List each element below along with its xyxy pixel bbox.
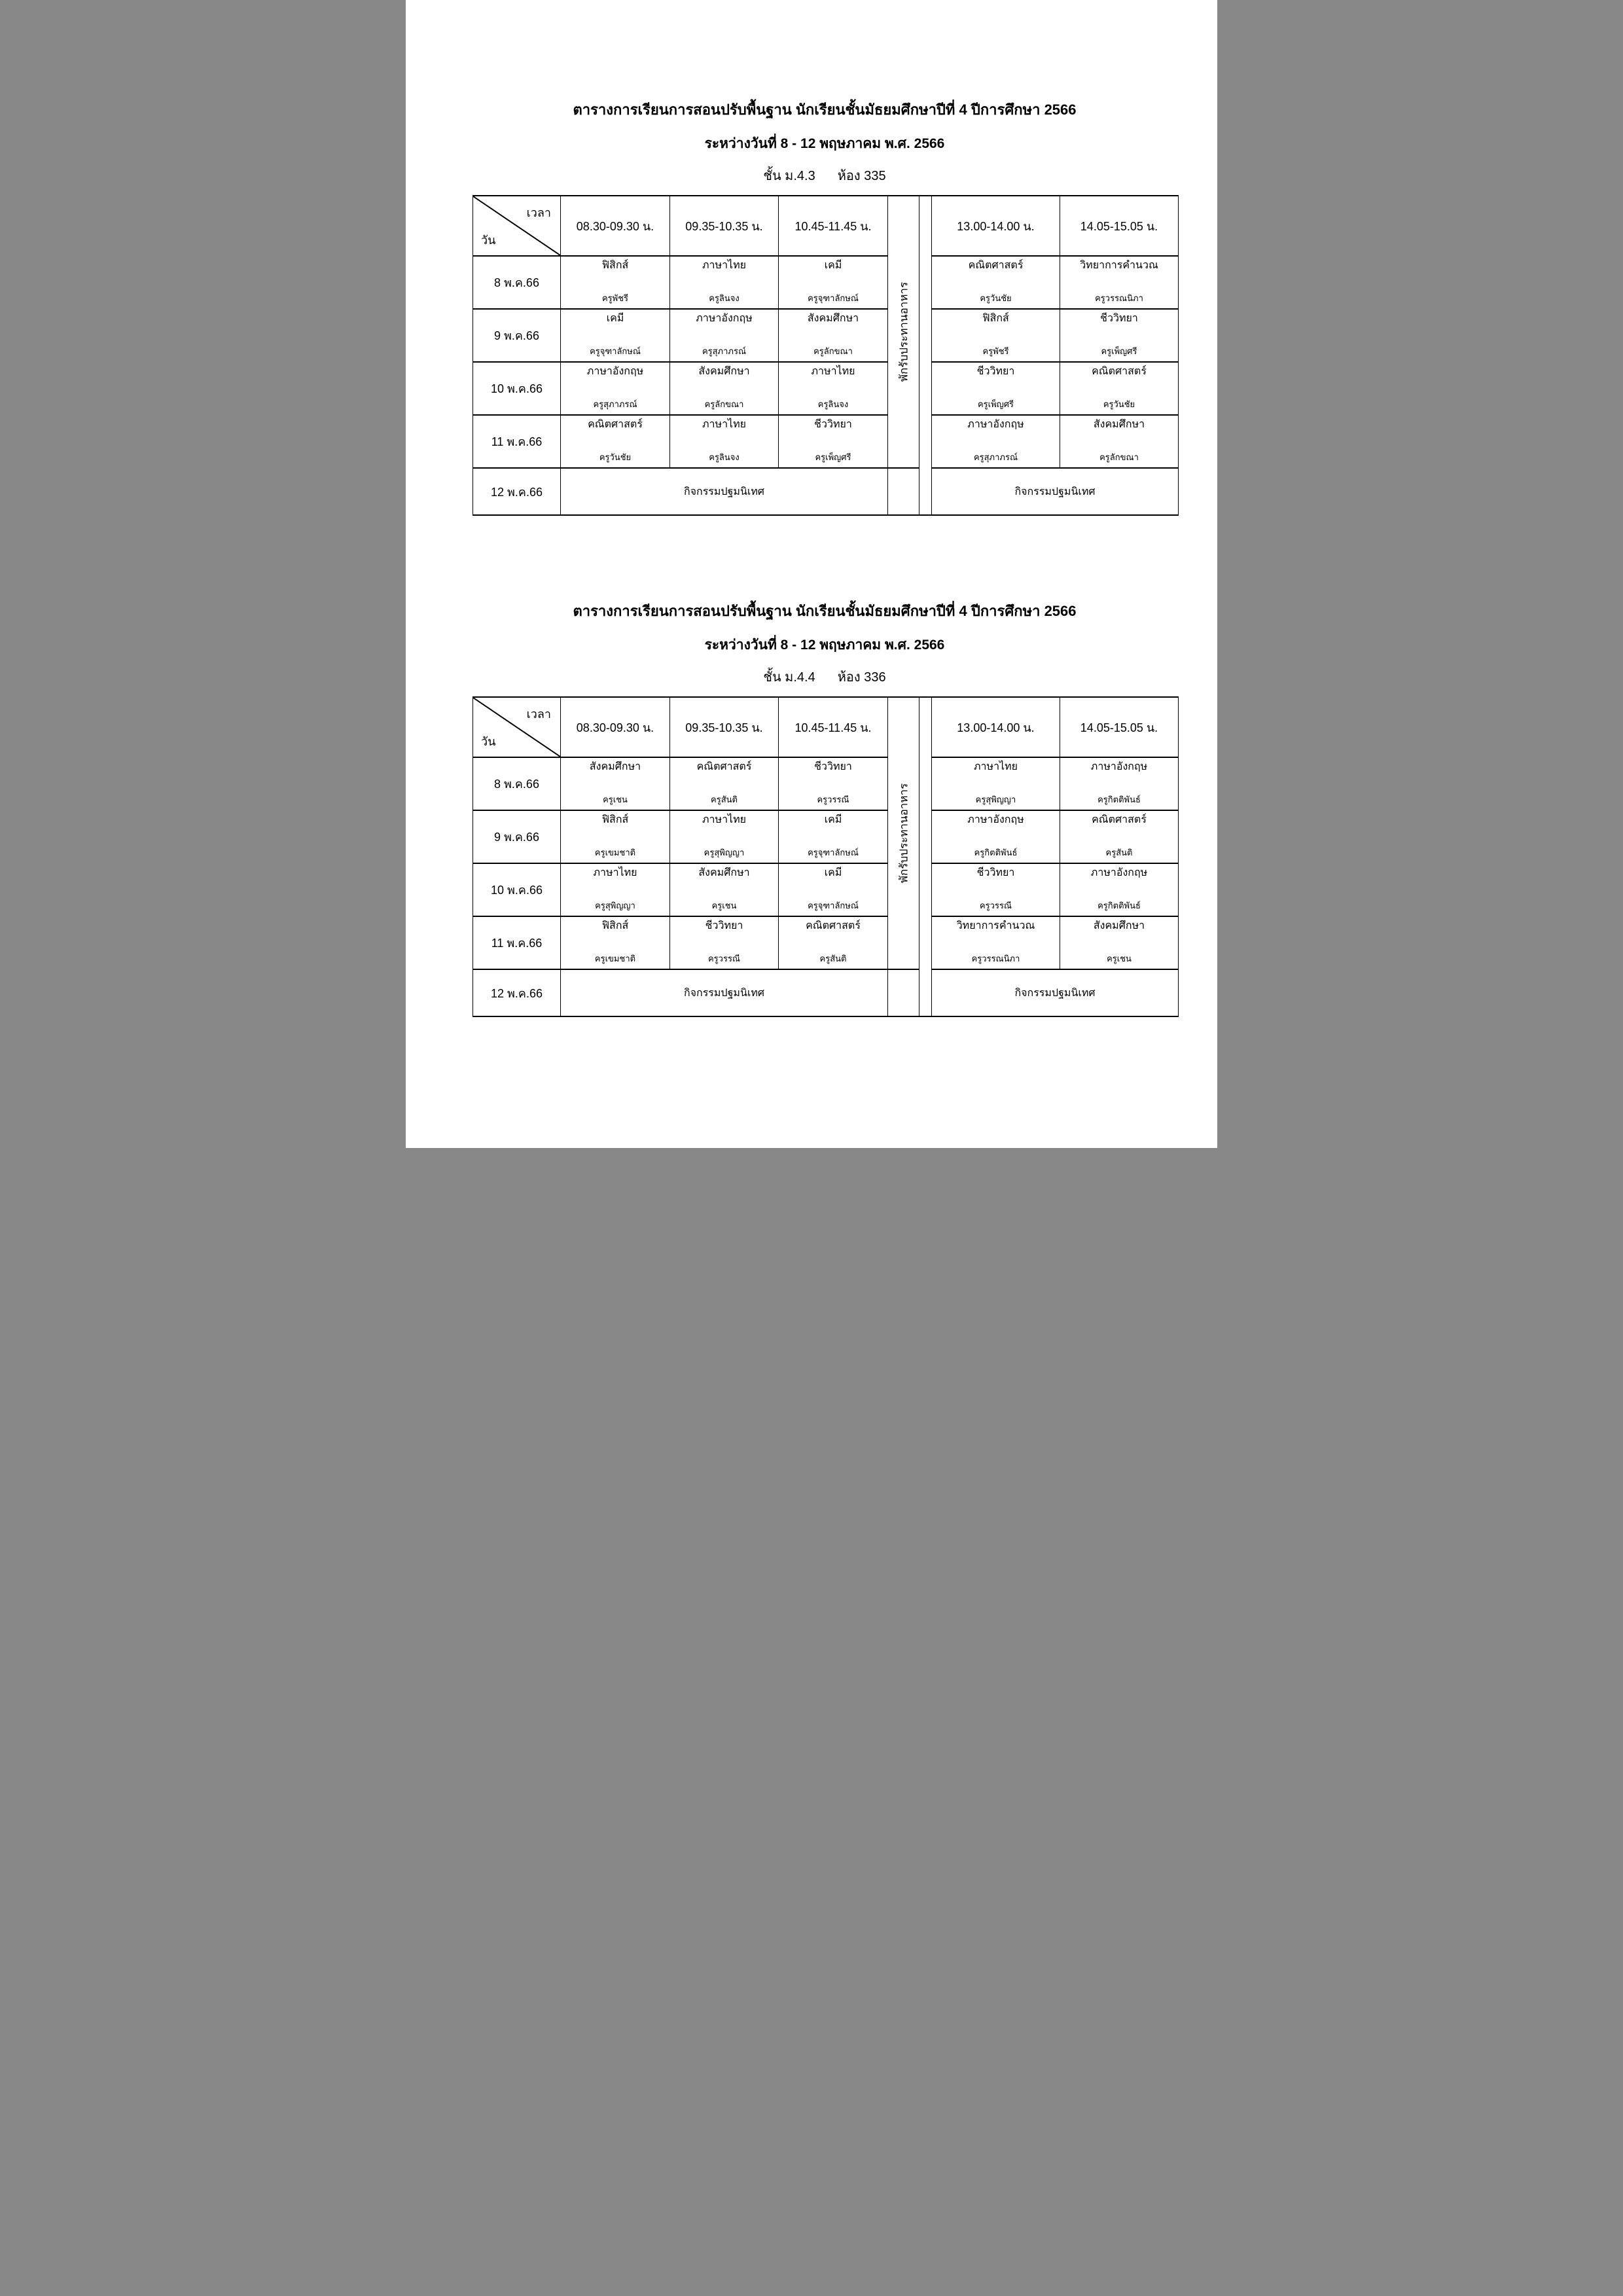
teacher-name: ครูลักขณา bbox=[813, 346, 853, 356]
teacher-name: ครูวรรณนิภา bbox=[1095, 293, 1143, 303]
subject-name: คณิตศาสตร์ bbox=[1092, 814, 1147, 825]
teacher-name: ครูเพ็ญศรี bbox=[815, 452, 851, 462]
day-cell: 12 พ.ค.66 bbox=[473, 969, 561, 1016]
subject-name: ชีววิทยา bbox=[1100, 313, 1138, 324]
orientation-activity-cell: กิจกรรมปฐมนิเทศ bbox=[561, 969, 888, 1016]
teacher-name: ครูเพ็ญศรี bbox=[1101, 346, 1137, 356]
table-row bbox=[473, 810, 1179, 863]
table-row bbox=[473, 757, 1179, 810]
teacher-name: ครูวันชัย bbox=[980, 293, 1012, 303]
subject-cell bbox=[670, 415, 779, 468]
timetable-title: ตารางการเรียนการสอนปรับพื้นฐาน นักเรียนชั้นมัธยมศึกษาปีที่ 4 ปีการศึกษา 2566 bbox=[573, 603, 1077, 619]
subject-name: คณิตศาสตร์ bbox=[696, 761, 752, 772]
teacher-name: ครูสันติ bbox=[819, 953, 847, 963]
lunch-empty-cell bbox=[888, 468, 919, 515]
orientation-activity-cell: กิจกรรมปฐมนิเทศ bbox=[932, 969, 1179, 1016]
table-row bbox=[473, 256, 1179, 309]
subject-cell bbox=[932, 256, 1060, 309]
teacher-name: ครูจุฑาลักษณ์ bbox=[808, 847, 859, 857]
subject-name: สังคมศึกษา bbox=[807, 313, 859, 324]
subject-name: เคมี bbox=[606, 313, 624, 324]
subject-cell bbox=[1060, 810, 1179, 863]
subject-cell bbox=[561, 415, 670, 468]
column-gap bbox=[919, 196, 932, 515]
teacher-name: ครูกิตติพันธ์ bbox=[1097, 900, 1141, 910]
teacher-name: ครูลักขณา bbox=[704, 399, 744, 409]
subject-cell bbox=[1060, 362, 1179, 415]
subject-cell bbox=[932, 810, 1060, 863]
teacher-name: ครูเพ็ญศรี bbox=[977, 399, 1014, 409]
time-header-cell: 08.30-09.30 น. bbox=[561, 697, 670, 757]
subject-name: ชีววิทยา bbox=[976, 366, 1015, 377]
timetable-date-range: ระหว่างวันที่ 8 - 12 พฤษภาคม พ.ศ. 2566 bbox=[704, 136, 945, 151]
subject-name: เคมี bbox=[824, 260, 842, 271]
teacher-name: ครูจุฑาลักษณ์ bbox=[808, 293, 859, 303]
subject-name: เคมี bbox=[824, 867, 842, 878]
subject-cell bbox=[561, 256, 670, 309]
subject-name: ภาษาไทย bbox=[702, 814, 747, 825]
subject-name: ภาษาไทย bbox=[973, 761, 1018, 772]
subject-cell bbox=[1060, 863, 1179, 916]
subject-name: ฟิสิกส์ bbox=[601, 920, 629, 931]
subject-cell bbox=[1060, 916, 1179, 969]
teacher-name: ครูวรรณนิภา bbox=[971, 953, 1020, 963]
subject-name: คณิตศาสตร์ bbox=[806, 920, 861, 931]
teacher-name: ครูสุพิญญา bbox=[595, 900, 635, 910]
class-label: ชั้น ม.4.4 bbox=[763, 670, 815, 685]
teacher-name: ครูสันติ bbox=[711, 794, 738, 804]
day-cell: 8 พ.ค.66 bbox=[473, 256, 561, 309]
document-page bbox=[406, 0, 1217, 1148]
time-header-cell: 14.05-15.05 น. bbox=[1060, 196, 1179, 256]
day-cell: 8 พ.ค.66 bbox=[473, 757, 561, 810]
subject-name: ฟิสิกส์ bbox=[601, 814, 629, 825]
subject-cell bbox=[561, 810, 670, 863]
table-row bbox=[473, 362, 1179, 415]
subject-name: สังคมศึกษา bbox=[1093, 920, 1145, 931]
subject-cell bbox=[932, 863, 1060, 916]
subject-cell bbox=[670, 362, 779, 415]
teacher-name: ครูวรรณี bbox=[979, 900, 1012, 910]
table-row bbox=[473, 916, 1179, 969]
subject-cell bbox=[932, 757, 1060, 810]
subject-cell bbox=[779, 309, 888, 362]
timetable-headings bbox=[406, 600, 1217, 687]
timetable-m43 bbox=[406, 98, 1217, 516]
subject-name: สังคมศึกษา bbox=[589, 761, 641, 772]
table-row bbox=[473, 863, 1179, 916]
class-label: ชั้น ม.4.3 bbox=[763, 169, 815, 183]
subject-cell bbox=[561, 757, 670, 810]
teacher-name: ครูสุภาภรณ์ bbox=[702, 346, 747, 356]
subject-cell bbox=[670, 309, 779, 362]
subject-name: สังคมศึกษา bbox=[1093, 419, 1145, 430]
table-row bbox=[473, 309, 1179, 362]
teacher-name: ครูสุพิญญา bbox=[975, 794, 1016, 804]
subject-name: ฟิสิกส์ bbox=[601, 260, 629, 271]
teacher-name: ครูวันชัย bbox=[599, 452, 632, 462]
teacher-name: ครูจุฑาลักษณ์ bbox=[590, 346, 641, 356]
subject-cell bbox=[561, 309, 670, 362]
subject-cell bbox=[670, 863, 779, 916]
subject-name: ภาษาอังกฤษ bbox=[696, 313, 753, 324]
day-cell: 9 พ.ค.66 bbox=[473, 309, 561, 362]
teacher-name: ครูกิตติพันธ์ bbox=[974, 847, 1018, 857]
subject-cell bbox=[1060, 309, 1179, 362]
room-label: ห้อง 335 bbox=[837, 169, 886, 183]
day-cell: 10 พ.ค.66 bbox=[473, 362, 561, 415]
subject-name: คณิตศาสตร์ bbox=[1092, 366, 1147, 377]
subject-cell bbox=[779, 362, 888, 415]
timetable-date-range: ระหว่างวันที่ 8 - 12 พฤษภาคม พ.ศ. 2566 bbox=[704, 637, 945, 653]
teacher-name: ครูพัชรี bbox=[601, 293, 629, 303]
day-cell: 11 พ.ค.66 bbox=[473, 415, 561, 468]
subject-cell bbox=[932, 916, 1060, 969]
subject-name: คณิตศาสตร์ bbox=[588, 419, 643, 430]
subject-name: ภาษาอังกฤษ bbox=[586, 366, 644, 377]
subject-cell bbox=[779, 863, 888, 916]
subject-name: คณิตศาสตร์ bbox=[968, 260, 1024, 271]
day-time-corner-cell bbox=[473, 697, 561, 757]
subject-name: ภาษาไทย bbox=[702, 419, 747, 430]
class-room-line bbox=[432, 666, 1217, 687]
subject-cell bbox=[932, 415, 1060, 468]
subject-name: ภาษาอังกฤษ bbox=[967, 419, 1024, 430]
teacher-name: ครูวรรณี bbox=[707, 953, 740, 963]
time-header-cell: 09.35-10.35 น. bbox=[670, 196, 779, 256]
teacher-name: ครูวันชัย bbox=[1103, 399, 1135, 409]
subject-name: ภาษาอังกฤษ bbox=[1090, 761, 1148, 772]
subject-name: วิทยาการคำนวณ bbox=[956, 920, 1035, 931]
subject-cell bbox=[670, 256, 779, 309]
subject-name: ชีววิทยา bbox=[814, 761, 852, 772]
teacher-name: ครูเขมชาติ bbox=[594, 847, 636, 857]
timetable-title: ตารางการเรียนการสอนปรับพื้นฐาน นักเรียนชั้นมัธยมศึกษาปีที่ 4 ปีการศึกษา 2566 bbox=[573, 101, 1077, 118]
time-header-cell: 13.00-14.00 น. bbox=[932, 697, 1060, 757]
time-header-cell: 13.00-14.00 น. bbox=[932, 196, 1060, 256]
day-time-corner-cell bbox=[473, 196, 561, 256]
time-header-cell: 08.30-09.30 น. bbox=[561, 196, 670, 256]
subject-cell bbox=[670, 810, 779, 863]
subject-cell bbox=[779, 916, 888, 969]
time-header-cell: 10.45-11.45 น. bbox=[779, 697, 888, 757]
time-header-cell: 14.05-15.05 น. bbox=[1060, 697, 1179, 757]
class-room-line bbox=[432, 165, 1217, 186]
room-label: ห้อง 336 bbox=[837, 670, 886, 685]
orientation-activity-cell: กิจกรรมปฐมนิเทศ bbox=[561, 468, 888, 515]
subject-name: เคมี bbox=[824, 814, 842, 825]
subject-cell bbox=[670, 757, 779, 810]
subject-name: ชีววิทยา bbox=[814, 419, 852, 430]
subject-cell bbox=[1060, 757, 1179, 810]
lunch-break-cell bbox=[888, 697, 919, 969]
teacher-name: ครูสุภาภรณ์ bbox=[593, 399, 637, 409]
subject-name: ภาษาไทย bbox=[702, 260, 747, 271]
subject-cell bbox=[561, 916, 670, 969]
lunch-break-label: พักรับประทานอาหาร bbox=[897, 783, 910, 884]
timetable-m44 bbox=[406, 600, 1217, 1017]
time-axis-label: เวลา bbox=[526, 708, 551, 721]
day-cell: 12 พ.ค.66 bbox=[473, 468, 561, 515]
subject-name: ภาษาอังกฤษ bbox=[1090, 867, 1148, 878]
teacher-name: ครูเชน bbox=[1107, 953, 1132, 963]
teacher-name: ครูลินจง bbox=[709, 293, 740, 303]
subject-name: สังคมศึกษา bbox=[698, 366, 750, 377]
subject-cell bbox=[1060, 256, 1179, 309]
teacher-name: ครูลินจง bbox=[817, 399, 849, 409]
teacher-name: ครูลินจง bbox=[709, 452, 740, 462]
teacher-name: ครูสุพิญญา bbox=[704, 847, 745, 857]
day-axis-label: วัน bbox=[481, 234, 496, 247]
subject-cell bbox=[561, 863, 670, 916]
day-cell: 11 พ.ค.66 bbox=[473, 916, 561, 969]
teacher-name: ครูพัชรี bbox=[982, 346, 1009, 356]
column-gap bbox=[919, 697, 932, 1016]
lunch-empty-cell bbox=[888, 969, 919, 1016]
lunch-break-cell bbox=[888, 196, 919, 468]
time-header-cell: 09.35-10.35 น. bbox=[670, 697, 779, 757]
subject-name: ภาษาไทย bbox=[811, 366, 855, 377]
teacher-name: ครูกิตติพันธ์ bbox=[1097, 794, 1141, 804]
orientation-activity-cell: กิจกรรมปฐมนิเทศ bbox=[932, 468, 1179, 515]
teacher-name: ครูสุภาภรณ์ bbox=[973, 452, 1018, 462]
teacher-name: ครูจุฑาลักษณ์ bbox=[808, 900, 859, 910]
subject-cell bbox=[779, 757, 888, 810]
lunch-break-label: พักรับประทานอาหาร bbox=[897, 281, 910, 382]
teacher-name: ครูวรรณี bbox=[817, 794, 849, 804]
table-row bbox=[473, 415, 1179, 468]
subject-cell bbox=[561, 362, 670, 415]
table-row bbox=[473, 468, 1179, 515]
timetable-headings bbox=[406, 98, 1217, 186]
time-header-cell: 10.45-11.45 น. bbox=[779, 196, 888, 256]
time-axis-label: เวลา bbox=[526, 206, 551, 219]
subject-cell bbox=[779, 256, 888, 309]
day-cell: 9 พ.ค.66 bbox=[473, 810, 561, 863]
subject-name: วิทยาการคำนวณ bbox=[1080, 260, 1158, 271]
subject-name: ภาษาไทย bbox=[593, 867, 637, 878]
teacher-name: ครูเชน bbox=[603, 794, 628, 804]
day-cell: 10 พ.ค.66 bbox=[473, 863, 561, 916]
table-row bbox=[473, 969, 1179, 1016]
subject-cell bbox=[670, 916, 779, 969]
subject-name: ภาษาอังกฤษ bbox=[967, 814, 1024, 825]
subject-cell bbox=[1060, 415, 1179, 468]
subject-cell bbox=[932, 362, 1060, 415]
timetable-grid bbox=[473, 696, 1179, 1017]
timetable-grid bbox=[473, 195, 1179, 516]
teacher-name: ครูสันติ bbox=[1105, 847, 1133, 857]
subject-name: ฟิสิกส์ bbox=[982, 313, 1009, 324]
subject-cell bbox=[779, 415, 888, 468]
teacher-name: ครูเชน bbox=[711, 900, 737, 910]
subject-cell bbox=[779, 810, 888, 863]
subject-name: ชีววิทยา bbox=[976, 867, 1015, 878]
day-axis-label: วัน bbox=[481, 735, 496, 748]
subject-name: ชีววิทยา bbox=[705, 920, 743, 931]
teacher-name: ครูเขมชาติ bbox=[594, 953, 636, 963]
subject-cell bbox=[932, 309, 1060, 362]
teacher-name: ครูลักขณา bbox=[1099, 452, 1139, 462]
subject-name: สังคมศึกษา bbox=[698, 867, 750, 878]
